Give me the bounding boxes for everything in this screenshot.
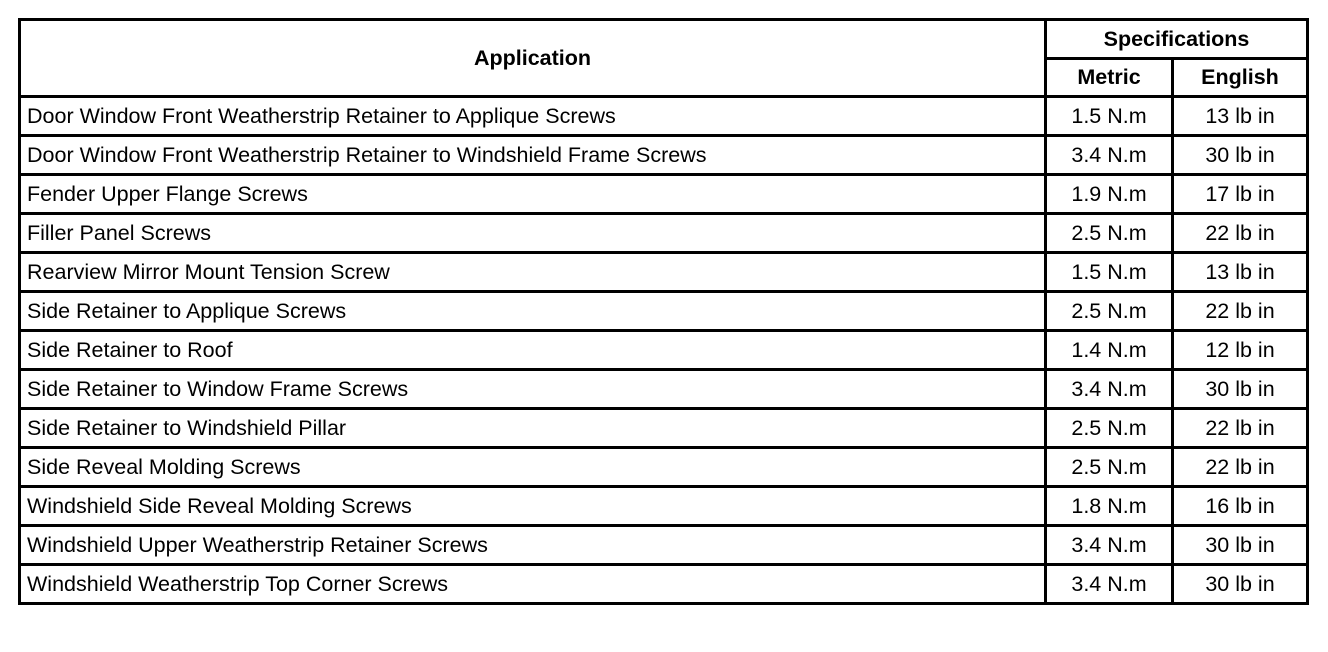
metric-cell: 1.4 N.m bbox=[1046, 331, 1173, 370]
table-row bbox=[20, 292, 1308, 331]
english-header: English bbox=[1173, 59, 1308, 97]
application-cell: Windshield Weatherstrip Top Corner Screws bbox=[20, 565, 1046, 604]
metric-cell: 1.5 N.m bbox=[1046, 253, 1173, 292]
table-header bbox=[20, 20, 1308, 97]
application-cell: Filler Panel Screws bbox=[20, 214, 1046, 253]
metric-cell: 3.4 N.m bbox=[1046, 526, 1173, 565]
table-row bbox=[20, 409, 1308, 448]
specifications-table bbox=[18, 18, 1309, 605]
table-row bbox=[20, 97, 1308, 136]
english-cell: 22 lb in bbox=[1173, 448, 1308, 487]
table-row bbox=[20, 370, 1308, 409]
metric-cell: 1.5 N.m bbox=[1046, 97, 1173, 136]
table-row bbox=[20, 175, 1308, 214]
english-cell: 12 lb in bbox=[1173, 331, 1308, 370]
metric-cell: 1.9 N.m bbox=[1046, 175, 1173, 214]
metric-cell: 2.5 N.m bbox=[1046, 214, 1173, 253]
metric-cell: 2.5 N.m bbox=[1046, 409, 1173, 448]
application-cell: Windshield Side Reveal Molding Screws bbox=[20, 487, 1046, 526]
table-row bbox=[20, 136, 1308, 175]
application-cell: Side Retainer to Window Frame Screws bbox=[20, 370, 1046, 409]
english-cell: 13 lb in bbox=[1173, 253, 1308, 292]
application-cell: Side Retainer to Roof bbox=[20, 331, 1046, 370]
metric-cell: 2.5 N.m bbox=[1046, 292, 1173, 331]
table-row bbox=[20, 565, 1308, 604]
application-header: Application bbox=[20, 20, 1046, 97]
metric-cell: 2.5 N.m bbox=[1046, 448, 1173, 487]
table-row bbox=[20, 214, 1308, 253]
english-cell: 30 lb in bbox=[1173, 526, 1308, 565]
application-cell: Side Reveal Molding Screws bbox=[20, 448, 1046, 487]
table-row bbox=[20, 331, 1308, 370]
specifications-header: Specifications bbox=[1046, 20, 1308, 59]
english-cell: 30 lb in bbox=[1173, 565, 1308, 604]
application-cell: Side Retainer to Windshield Pillar bbox=[20, 409, 1046, 448]
metric-cell: 3.4 N.m bbox=[1046, 565, 1173, 604]
metric-cell: 3.4 N.m bbox=[1046, 136, 1173, 175]
application-cell: Door Window Front Weatherstrip Retainer to Applique Screws bbox=[20, 97, 1046, 136]
application-cell: Rearview Mirror Mount Tension Screw bbox=[20, 253, 1046, 292]
table-row bbox=[20, 526, 1308, 565]
english-cell: 17 lb in bbox=[1173, 175, 1308, 214]
metric-cell: 1.8 N.m bbox=[1046, 487, 1173, 526]
application-cell: Fender Upper Flange Screws bbox=[20, 175, 1046, 214]
table-row bbox=[20, 253, 1308, 292]
application-cell: Door Window Front Weatherstrip Retainer to Windshield Frame Screws bbox=[20, 136, 1046, 175]
english-cell: 30 lb in bbox=[1173, 136, 1308, 175]
table-row bbox=[20, 487, 1308, 526]
english-cell: 22 lb in bbox=[1173, 409, 1308, 448]
table-body bbox=[20, 97, 1308, 604]
table-row bbox=[20, 448, 1308, 487]
metric-cell: 3.4 N.m bbox=[1046, 370, 1173, 409]
english-cell: 13 lb in bbox=[1173, 97, 1308, 136]
english-cell: 16 lb in bbox=[1173, 487, 1308, 526]
application-cell: Side Retainer to Applique Screws bbox=[20, 292, 1046, 331]
english-cell: 22 lb in bbox=[1173, 292, 1308, 331]
header-row bbox=[20, 20, 1308, 59]
application-cell: Windshield Upper Weatherstrip Retainer Screws bbox=[20, 526, 1046, 565]
metric-header: Metric bbox=[1046, 59, 1173, 97]
english-cell: 22 lb in bbox=[1173, 214, 1308, 253]
english-cell: 30 lb in bbox=[1173, 370, 1308, 409]
